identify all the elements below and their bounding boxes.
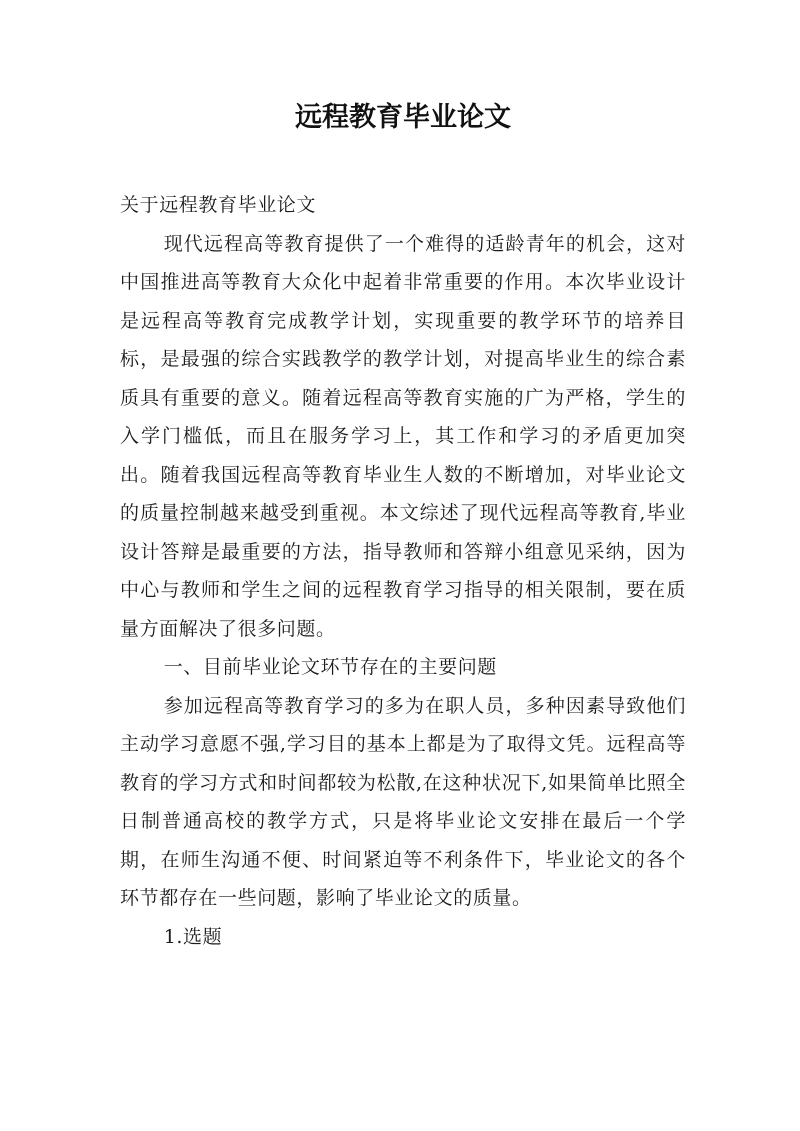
document-subtitle: 关于远程教育毕业论文 xyxy=(120,194,317,216)
intro-paragraph: 现代远程高等教育提供了一个难得的适龄青年的机会，这对中国推进高等教育大众化中起着非常重要的作用。本次毕业设计是远程高等教育完成教学计划，实现重要的教学环节的培养目标，是最强的综合实践教学的教学计划，对提高毕业生的综合素质具有重要的意义。随着远程高等教育实施的广为严格，学生的入学门槛低，而且在服务学习上，其工作和学习的矛盾更加突出。随着我国远程高等教育毕业生人数的不断增加，对毕业论文的质量控制越来越受到重视。本文综述了现代远程高等教育,毕业设计答辩是最重要的方法，指导教师和答辩小组意见采纳，因为中心与教师和学生之间的远程教育学习指导的相关限制，要在质量方面解决了很多问题。 xyxy=(120,232,686,640)
section-heading: 一、目前毕业论文环节存在的主要问题 xyxy=(163,656,497,678)
section-paragraph: 参加远程高等教育学习的多为在职人员，多种因素导致他们主动学习意愿不强,学习目的基本上都是为了取得文凭。远程高等教育的学习方式和时间都较为松散,在这种状况下,如果简单比照全日制普通高校的教学方式，只是将毕业论文安排在最后一个学期，在师生沟通不便、时间紧迫等不利条件下，毕业论文的各个环节都存在一些问题，影响了毕业论文的质量。 xyxy=(120,694,686,909)
subsection-heading: 1.选题 xyxy=(163,925,223,948)
document-title: 远程教育毕业论文 xyxy=(295,102,511,133)
document-body xyxy=(120,186,686,956)
